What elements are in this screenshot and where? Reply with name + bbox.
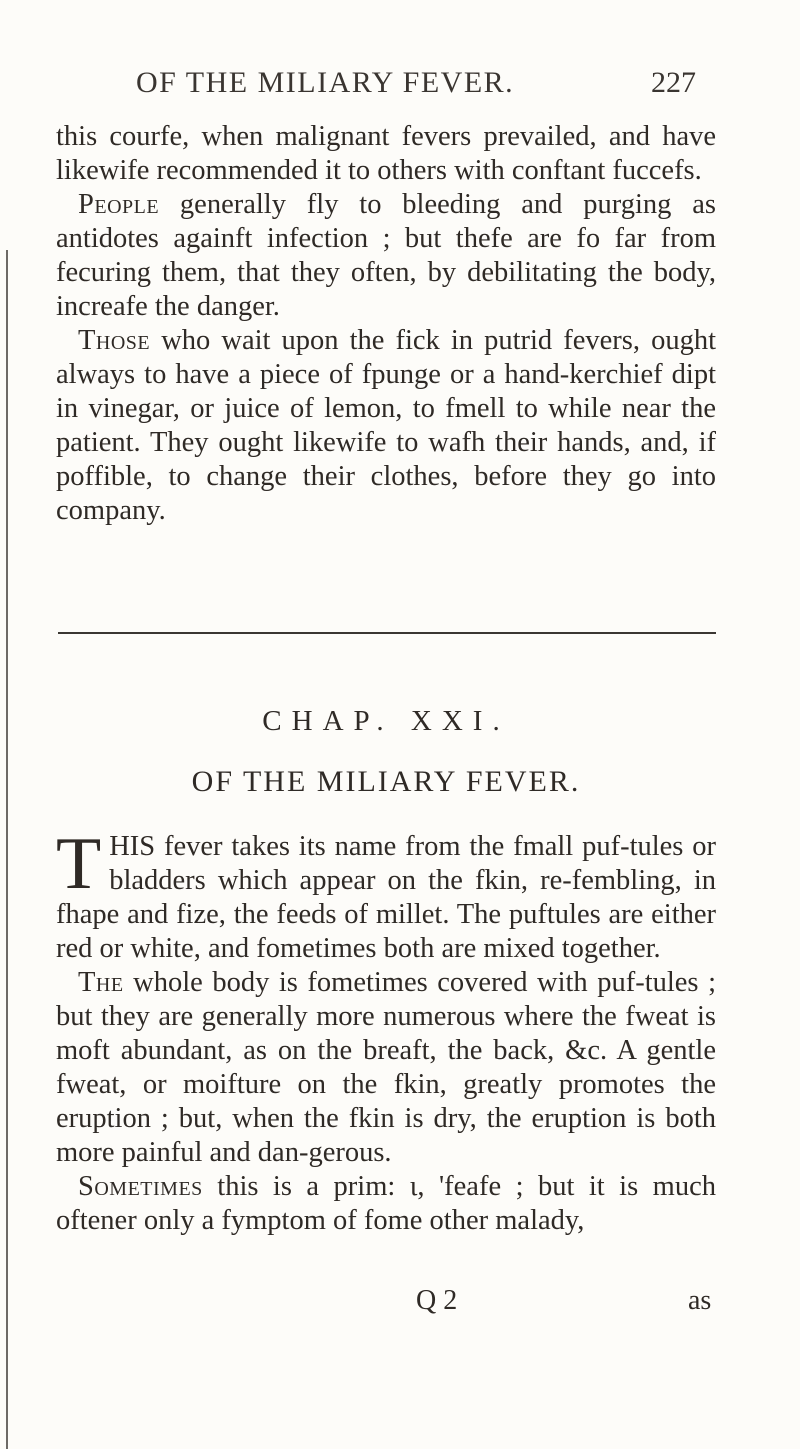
- paragraph-text: this is a prim: ι, 'feafe ; but it is much oftener only a fymptom of fome other malady,: [56, 1171, 716, 1236]
- chapter-label: CHAP. XXI.: [262, 705, 510, 737]
- chapter-body-text: [56, 823, 716, 1238]
- paragraph-continuation: this courfe, when malignant fevers prevailed, and have likewife recommended it to others with conftant fuccefs.: [56, 121, 716, 186]
- paragraph-lead-word: Those: [78, 325, 151, 356]
- paragraph-opening: [56, 823, 716, 966]
- paragraph-those: [56, 324, 716, 528]
- drop-cap: T: [56, 823, 102, 905]
- paragraph-text: generally fly to bleeding and purging as antidotes againft infection ; but thefe are fo far from fecuring them, that they often, by debilitating the body, increafe the danger.: [56, 189, 716, 322]
- opening-smallcaps: HIS: [109, 831, 156, 862]
- catchword: as: [688, 1285, 712, 1316]
- paragraph-lead-word: The: [78, 967, 124, 998]
- page-number: 227: [651, 66, 696, 99]
- paragraph-people: [56, 188, 716, 324]
- page-gutter-edge: [6, 250, 8, 1449]
- paragraph-text: who wait upon the fick in putrid fevers, ought always to have a piece of fpunge or a hand-kerchief dipt in vinegar, or juice of lemon, to fmell to while near the patient. They ought likewife to wafh their hands, and, if poffible, to change their clothes, before they go into company.: [56, 325, 716, 526]
- section-divider-rule: [58, 632, 716, 634]
- signature-mark: Q 2: [416, 1285, 458, 1316]
- paragraph-lead-word: Sometimes: [78, 1171, 203, 1202]
- chapter-title: OF THE MILIARY FEVER.: [191, 765, 581, 798]
- paragraph-sometimes: [56, 1170, 716, 1238]
- paragraph-lead-word: People: [78, 189, 160, 220]
- paragraph-text: whole body is fometimes covered with puf-tules ; but they are generally more numerous where the fweat is moft abundant, as on the breaft, the back, &c. A gentle fweat, or moifture on the fkin, greatly promotes the eruption ; but, when the fkin is dry, the eruption is both more painful and dan-gerous.: [56, 967, 716, 1168]
- running-head-title: OF THE MILIARY FEVER.: [136, 66, 515, 99]
- paragraph-text: fever takes its name from the fmall puf-tules or bladders which appear on the fkin, re-fembling, in fhape and fize, the feeds of millet. The puftules are either red or white, and fometimes both are mixed together.: [56, 831, 716, 964]
- paragraph-whole-body: [56, 966, 716, 1170]
- top-text-block: [56, 120, 716, 528]
- running-head: [136, 66, 696, 106]
